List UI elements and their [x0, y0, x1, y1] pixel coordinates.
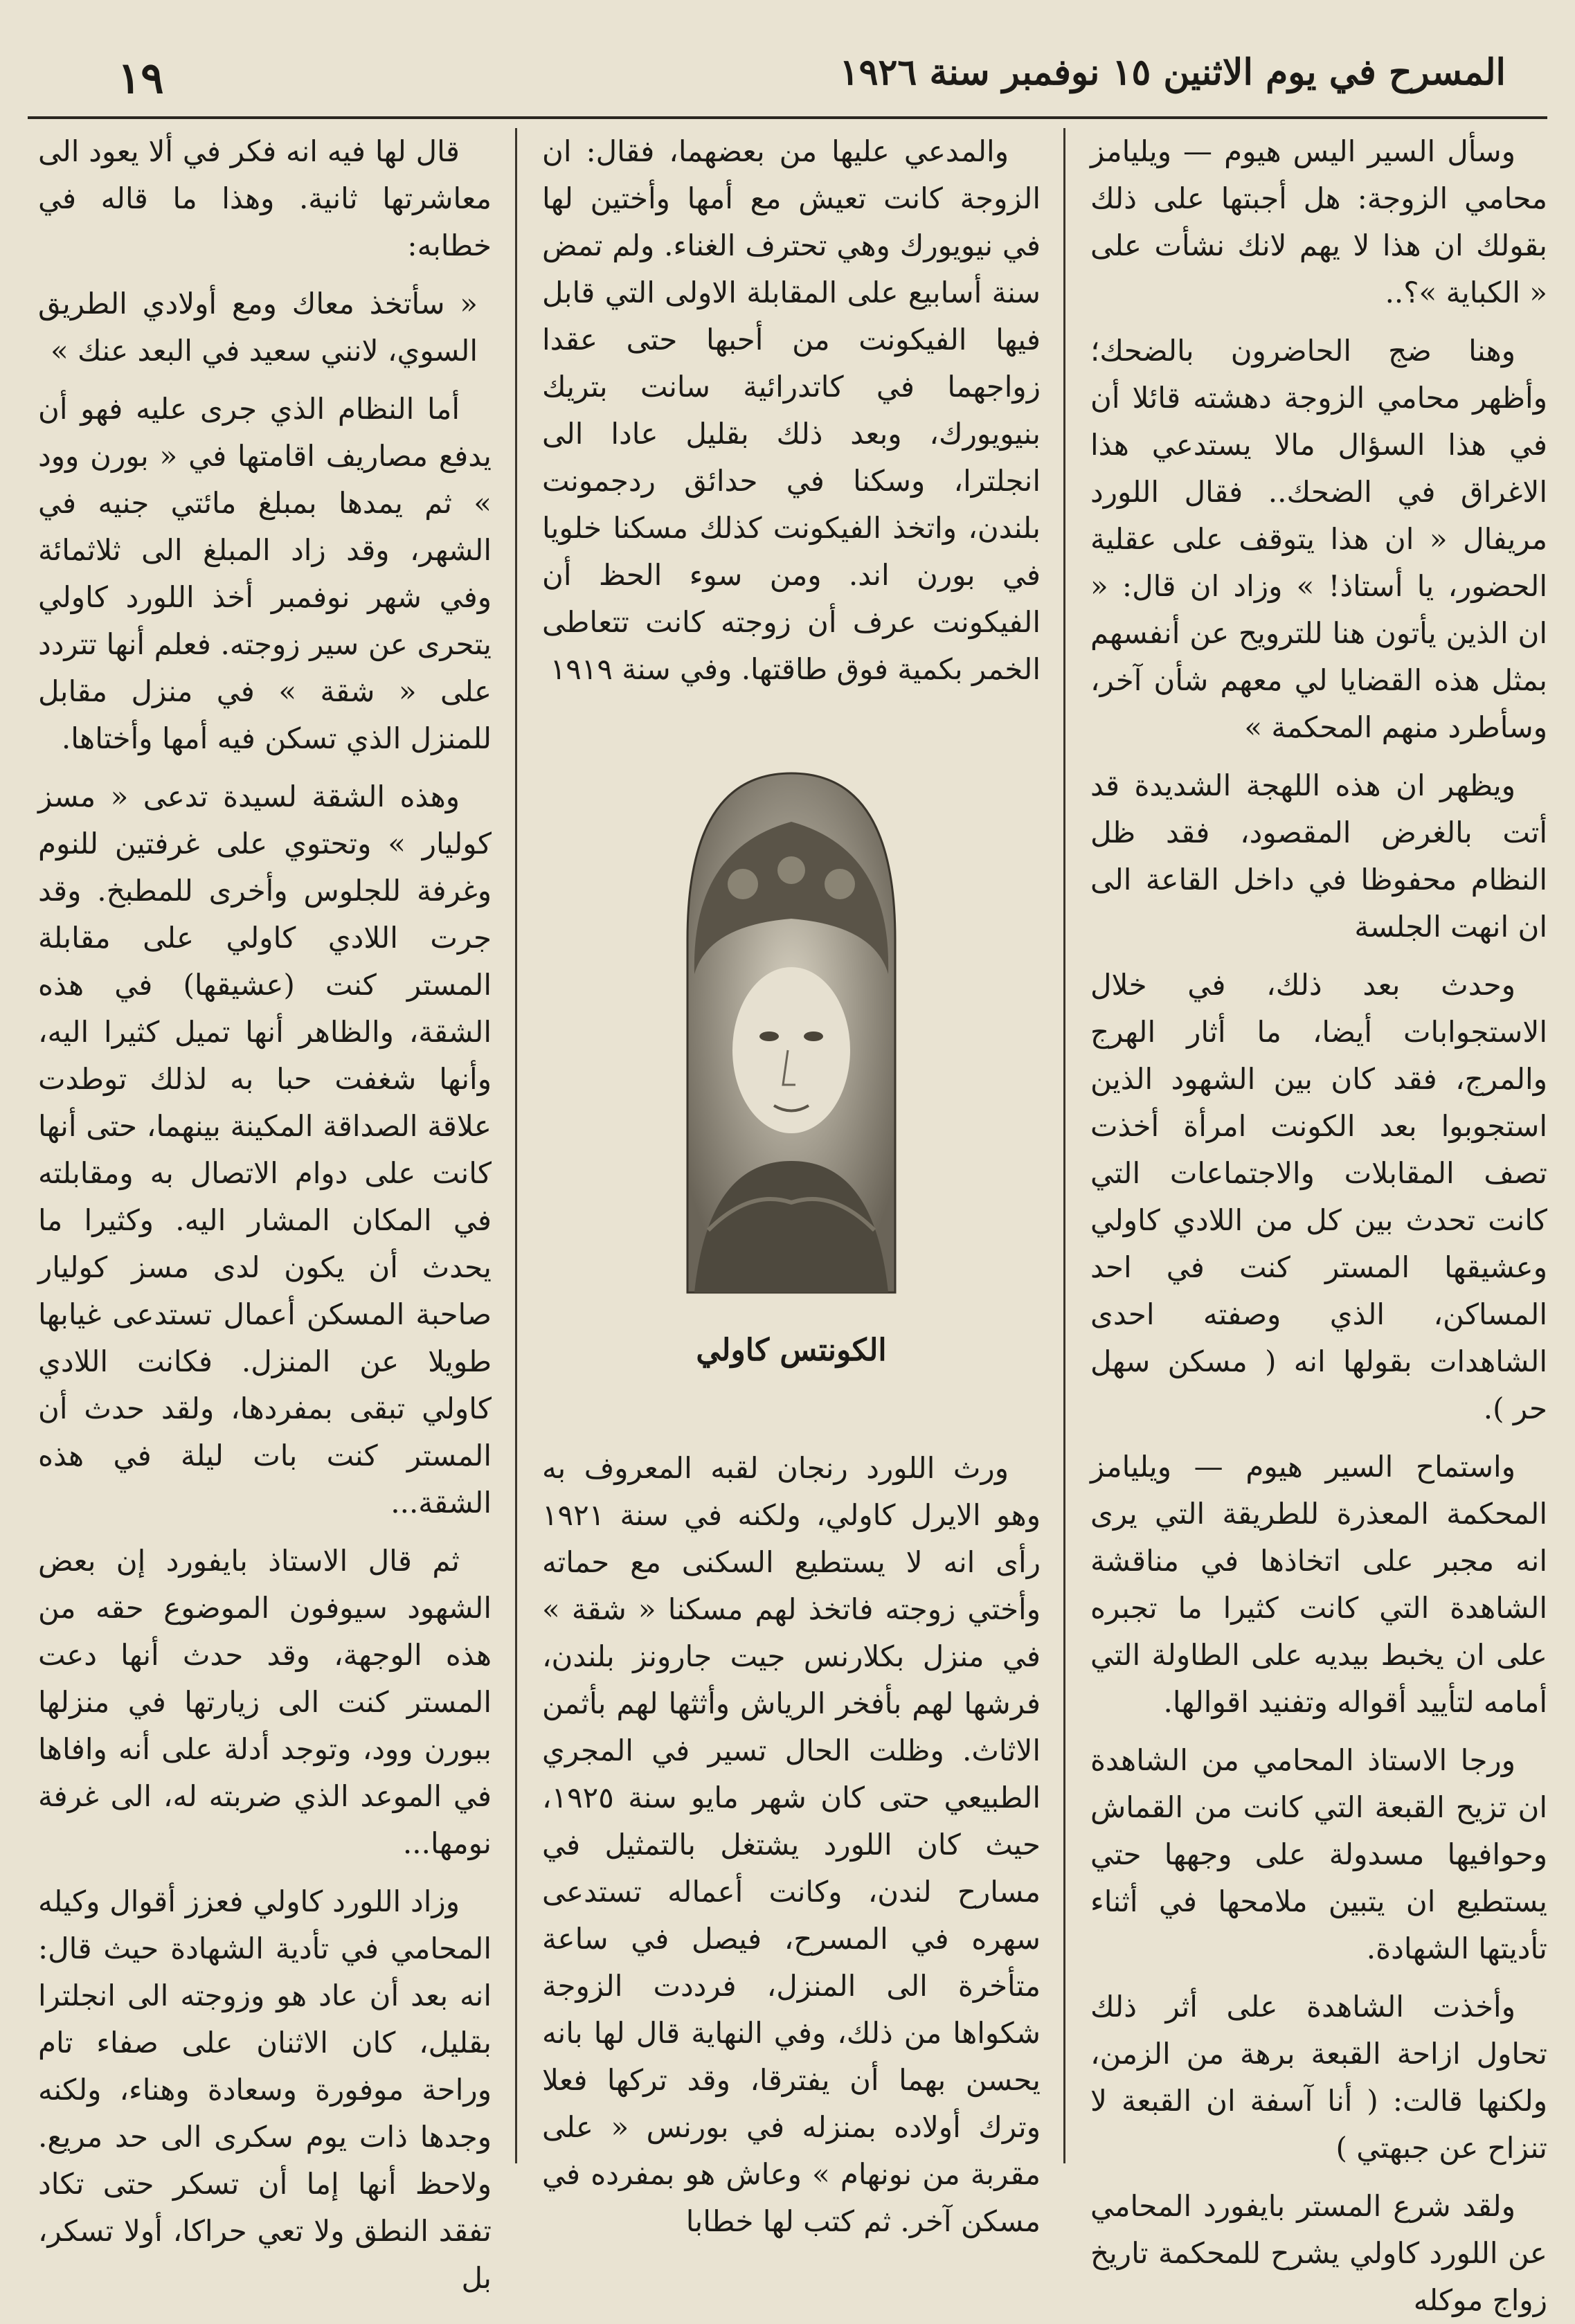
column-right: [1090, 128, 1547, 2317]
paragraph: ويظهر ان هذه اللهجة الشديدة قد أتت بالغرض المقصود، فقد ظل النظام محفوظا في داخل القاعة الى ان انهت الجلسة: [1090, 768, 1547, 944]
paragraph: ورجا الاستاذ المحامي من الشاهدة ان تزيح القبعة التي كانت من القماش وحوافيها مسدولة على وجهها حتي يستطيع ان يتبين ملامحها في أثناء تأديتها الشهادة.: [1090, 1743, 1547, 1965]
column-left: [38, 128, 492, 2295]
paragraph: وسأل السير اليس هيوم — ويليامز محامي الزوجة: هل أجبتها على ذلك بقولك ان هذا لا يهم لانك نشأت على « الكباية »؟..: [1090, 134, 1547, 309]
paragraph: وحدث بعد ذلك، في خلال الاستجوابات أيضا، ما أثار الهرج والمرج، فقد كان بين الشهود الذين استجوبوا بعد الكونت امرأة أخذت تصف المقابلات والاجتماعات التي كانت تحدث بين كل من اللادي كاولي وعشيقها المستر كنت في احد المساكن، الذي وصفته احدى الشاهدات بقولها انه ( مسكن سهل حر ).: [1090, 968, 1547, 1425]
paragraph: ورث اللورد رنجان لقبه المعروف به وهو الايرل كاولي، ولكنه في سنة ١٩٢١ رأى انه لا يستطيع السكنى مع حماته وأختي زوجته فاتخذ لهم مسكنا « شقة » في منزل بكلارنس جيت جارونز بلندن، فرشها لهم بأفخر الرياش وأثثها لهم بأثمن الاثاث. وظلت الحال تسير في المجري الطبيعي حتى كان شهر مايو سنة ١٩٢٥، حيث كان اللورد يشتغل بالتمثيل في مسارح لندن، وكانت أعماله تستدعى سهره في المسرح، فيصل في ساعة متأخرة الى المنزل، فرددت الزوجة شكواها من ذلك، وفي النهاية قال لها بانه يحسن بهما أن يفترقا، وقد تركها فعلا وترك أولاده بمنزله في بورنس « على مقربة من نونهام » وعاش هو بمفرده في مسكن آخر. ثم كتب لها خطابا: [542, 1451, 1041, 2238]
paragraph: وهذه الشقة لسيدة تدعى « مسز كوليار » وتحتوي على غرفتين للنوم وغرفة للجلوس وأخرى للمطبخ. وقد جرت اللادي كاولي على مقابلة المستر كنت (عشيقها) في هذه الشقة، والظاهر أنها تميل كثيرا اليه، وأنها شغفت حبا به لذلك توطدت علاقة الصداقة المكينة بينهما، حتى أنها كانت على دوام الاتصال به ومقابلته في المكان المشار اليه. وكثيرا ما يحدث أن يكون لدى مسز كوليار صاحبة المسكن أعمال تستدعى غيابها طويلا عن المنزل. فكانت اللادي كاولي تبقى بمفردها، ولقد حدث أن المستر كنت بات ليلة في هذه الشقة...: [38, 780, 492, 1520]
portrait-image: [667, 746, 916, 1299]
paragraph: ولقد شرع المستر بايفورد المحامي عن اللورد كاولي يشرح للمحكمة تاريخ زواج موكله: [1090, 2189, 1547, 2317]
quoted-letter: « سأتخذ معاك ومع أولادي الطريق السوي، لانني سعيد في البعد عنك »: [38, 287, 478, 368]
portrait-figure: [542, 704, 1041, 1431]
paragraph: وزاد اللورد كاولي فعزز أقوال وكيله المحامي في تأدية الشهادة حيث قال: انه بعد أن عاد هو وزوجته الى انجلترا بقليل، كان الاثنان على صفاء تام وراحة موفورة وسعادة وهناء، ولكنه وجدها ذات يوم سكرى الى حد مريع. ولاحظ أنها إما أن تسكر حتى تكاد تفقد النطق ولا تعي حراكا، أولا تسكر، بل: [38, 1884, 492, 2295]
paragraph: واستماح السير هيوم — ويليامز المحكمة المعذرة للطريقة التي يرى انه مجبر على اتخاذها في مناقشة الشاهدة التي كانت كثيرا ما تجبره على ان يخبط بيديه على الطاولة التي أمامه لتأييد أقواله وتفنيد اقوالها.: [1090, 1450, 1547, 1719]
column-middle: [542, 128, 1041, 2238]
paragraph: وهنا ضج الحاضرون بالضحك؛ وأظهر محامي الزوجة دهشته قائلا أن في هذا السؤال مالا يستدعي هذا الاغراق في الضحك.. فقال اللورد مريفال « ان هذا يتوقف على عقلية الحضور، يا أستاذ! » وزاد ان قال: « ان الذين يأتون هنا للترويح عن أنفسهم بمثل هذه القضايا لي معهم شأن آخر، وسأطرد منهم المحكمة »: [1090, 334, 1547, 744]
paragraph: والمدعي عليها من بعضهما، فقال: ان الزوجة كانت تعيش مع أمها وأختين لها في نيويورك وهي تحترف الغناء. ولم تمض سنة أسابيع على المقابلة الاولى التي قابل فيها الفيكونت من أحبها حتى عقدا زواجهما في كاتدرائية سانت بتريك بنيويورك، وبعد ذلك بقليل عادا الى انجلترا، وسكنا في حدائق ردجمونت بلندن، واتخذ الفيكونت كذلك مسكنا خلويا في بورن اند. ومن سوء الحظ أن الفيكونت عرف أن زوجته كانت تتعاطى الخمر بكمية فوق طاقتها. وفي سنة ١٩١٩: [542, 134, 1041, 686]
paragraph: ثم قال الاستاذ بايفورد إن بعض الشهود سيوفون الموضوع حقه من هذه الوجهة، وقد حدث أنها دعت المستر كنت الى زيارتها في منزلها ببورن وود، وتوجد أدلة على أنه وافاها في الموعد الذي ضربته له، الى غرفة نومها...: [38, 1544, 492, 1860]
paragraph: أما النظام الذي جرى عليه فهو أن يدفع مصاريف اقامتها في « بورن وود » ثم يمدها بمبلغ مائتي جنيه في الشهر، وقد زاد المبلغ الى ثلاثمائة وفي شهر نوفمبر أخذ اللورد كاولي يتحرى عن سير زوجته. فعلم أنها تتردد على « شقة » في منزل مقابل للمنزل الذي تسكن فيه أمها وأختاها.: [38, 392, 492, 755]
portrait-caption: الكونتس كاولي: [696, 1333, 887, 1368]
header-rule: [28, 116, 1547, 119]
page-number: ١٩: [118, 53, 164, 103]
page-header: [28, 48, 1547, 111]
column-divider: [1063, 128, 1065, 2163]
paragraph: قال لها فيه انه فكر في ألا يعود الى معاشرتها ثانية. وهذا ما قاله في خطابه:: [38, 134, 492, 262]
running-head: المسرح في يوم الاثنين ١٥ نوفمبر سنة ١٩٢٦: [839, 51, 1506, 93]
paragraph: وأخذت الشاهدة على أثر ذلك تحاول ازاحة القبعة برهة من الزمن، ولكنها قالت: ( أنا آسفة ان القبعة لا تنزاح عن جبهتي ): [1090, 1990, 1547, 2165]
column-divider: [515, 128, 517, 2163]
